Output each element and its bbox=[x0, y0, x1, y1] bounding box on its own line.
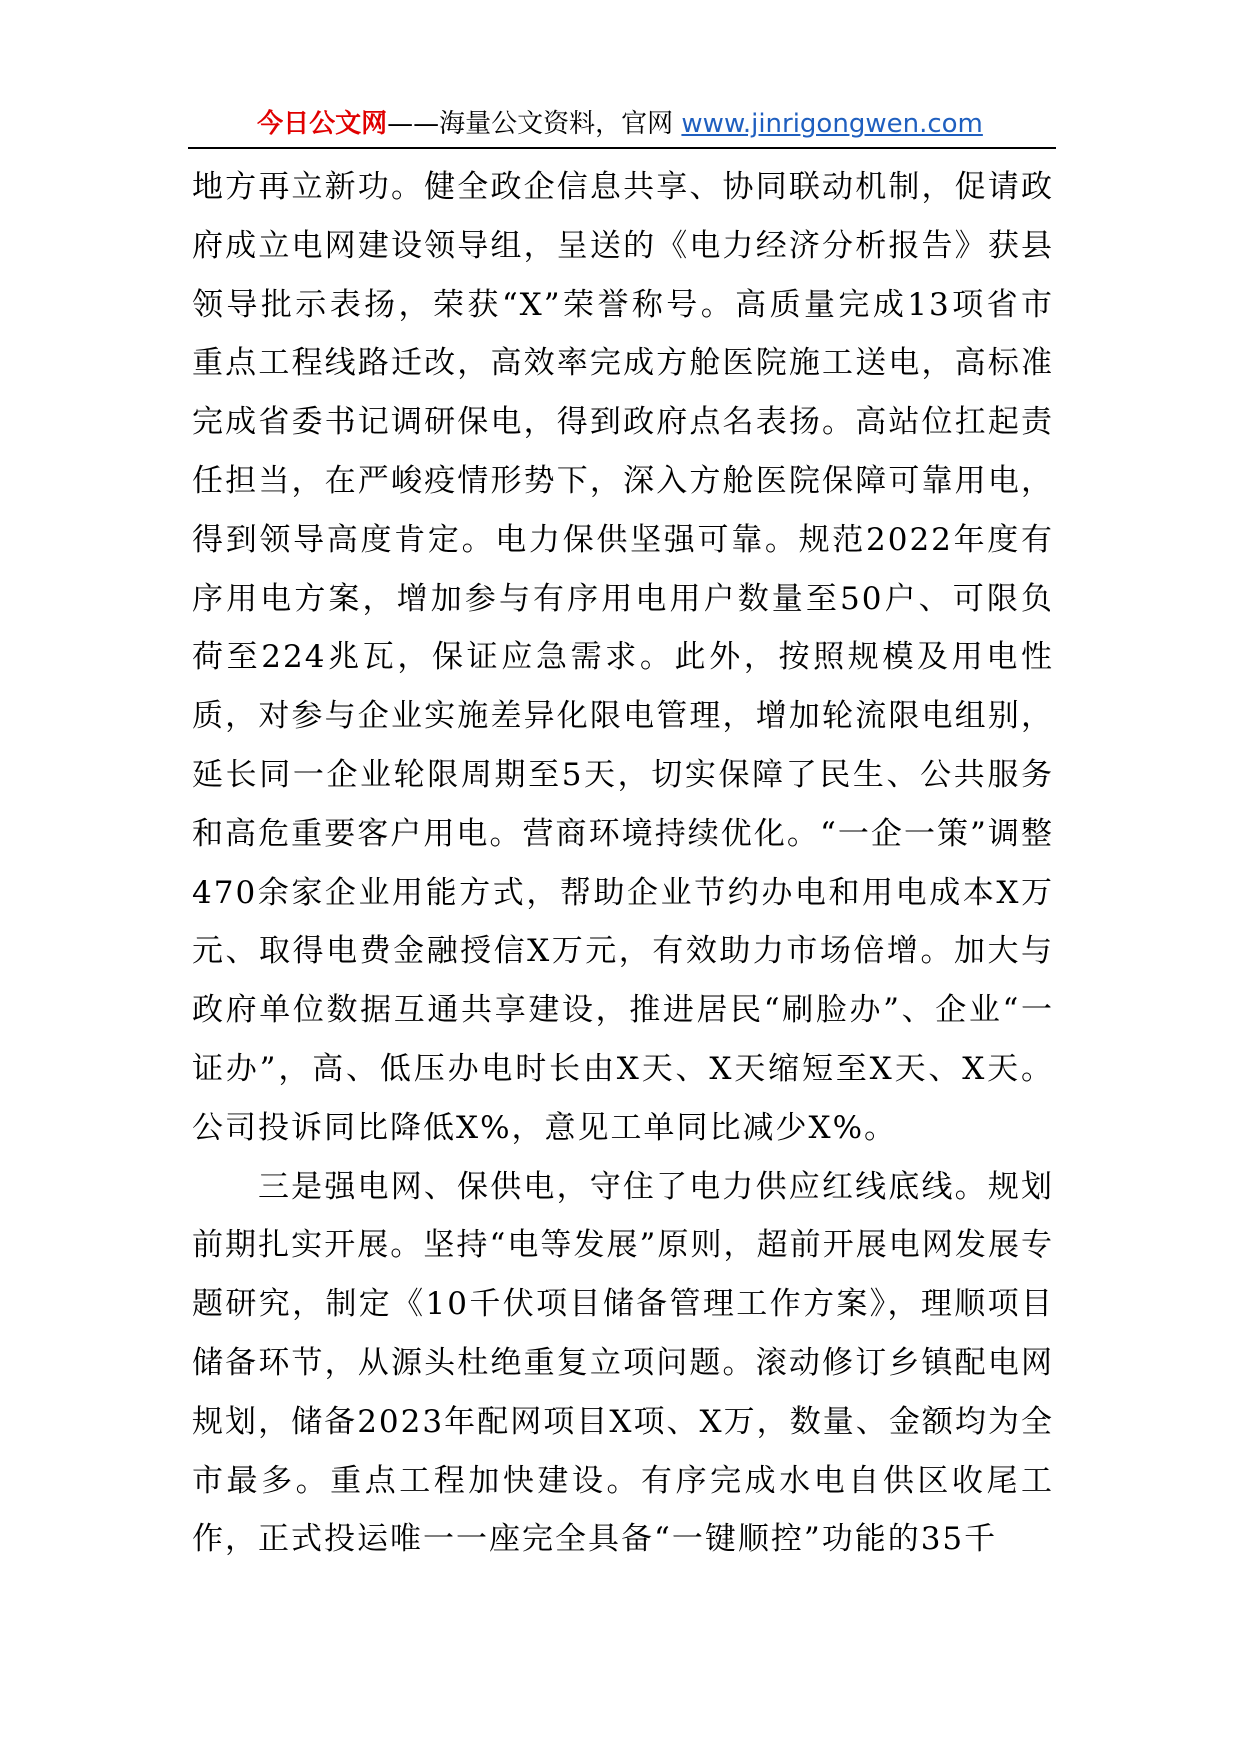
header-divider bbox=[188, 147, 1056, 149]
page-header bbox=[0, 106, 1240, 142]
brand-name: 今日公文网 bbox=[257, 109, 388, 139]
body-paragraph-2: 三是强电网、保供电，守住了电力供应红线底线。规划前期扎实开展。坚持“电等发展”原则，超前开展电网发展专题研究，制定《10千伏项目储备管理工作方案》，理顺项目储备环节，从源头杜绝重复立项问题。滚动修订乡镇配电网规划，储备2023年配网项目X项、X万，数量、金额均为全市最多。重点工程加快建设。有序完成水电自供区收尾工作，正式投运唯一一座完全具备“一键顺控”功能的35千 bbox=[192, 1168, 1054, 1558]
body-paragraph-1: 地方再立新功。健全政企信息共享、协同联动机制，促请政府成立电网建设领导组，呈送的《电力经济分析报告》获县领导批示表扬，荣获“X”荣誉称号。高质量完成13项省市重点工程线路迁改，高效率完成方舱医院施工送电，高标准完成省委书记调研保电，得到政府点名表扬。高站位扛起责任担当，在严峻疫情形势下，深入方舱医院保障可靠用电，得到领导高度肯定。电力保供坚强可靠。规范2022年度有序用电方案，增加参与有序用电用户数量至50户、可限负荷至224兆瓦，保证应急需求。此外，按照规模及用电性质，对参与企业实施差异化限电管理，增加轮流限电组别，延长同一企业轮限周期至5天，切实保障了民生、公共服务和高危重要客户用电。营商环境持续优化。“一企一策”调整470余家企业用能方式，帮助企业节约办电和用电成本X万元、取得电费金融授信X万元，有效助力市场倍增。加大与政府单位数据互通共享建设，推进居民“刷脸办”、企业“一证办”，高、低压办电时长由X天、X天缩短至X天、X天。公司投诉同比降低X%，意见工单同比减少X%。 bbox=[192, 169, 1054, 1146]
website-link[interactable]: www.jinrigongwen.com bbox=[681, 109, 983, 139]
document-body bbox=[192, 158, 1054, 1569]
header-tagline: ——海量公文资料，官网 bbox=[387, 109, 682, 139]
